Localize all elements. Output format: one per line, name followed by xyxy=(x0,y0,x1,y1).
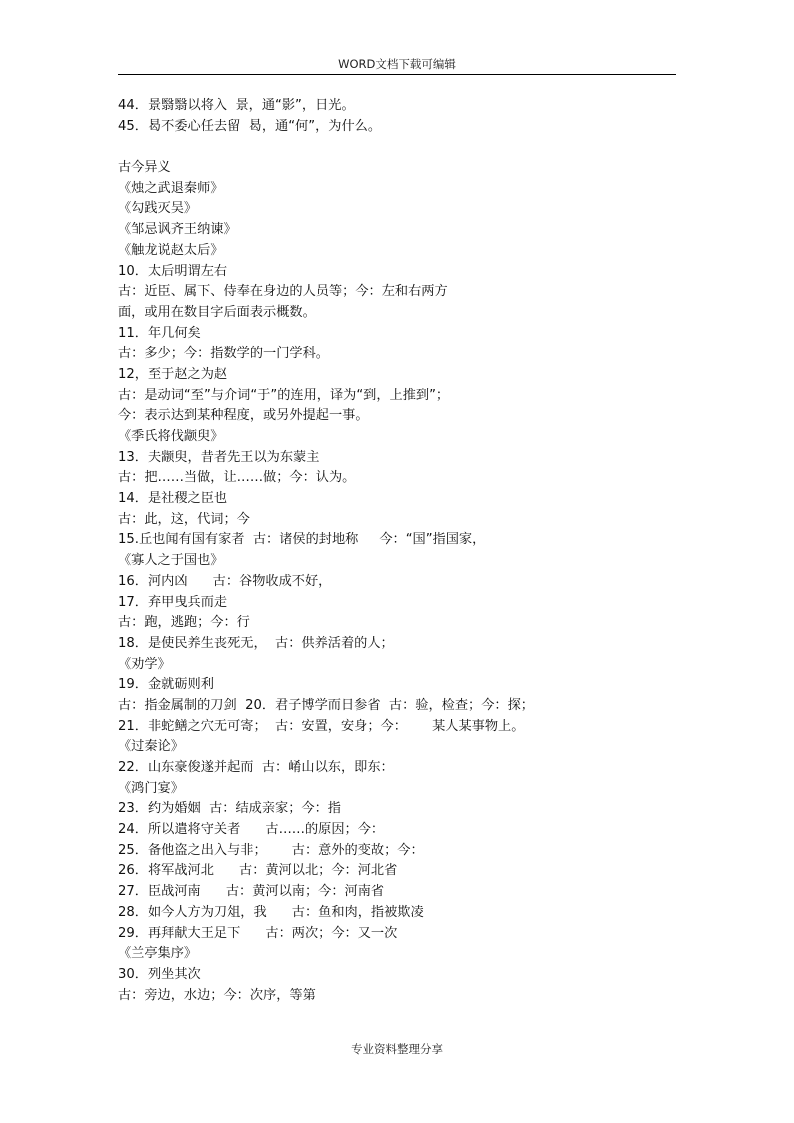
blank-line xyxy=(118,137,678,158)
text-line: 13．夫颛臾，昔者先王以为东蒙主 xyxy=(118,449,320,465)
text-line: 古：此，这，代词；今 xyxy=(118,511,250,527)
text-line: 《烛之武退秦师》 xyxy=(118,180,224,196)
text-line: 17．弃甲曳兵而走 xyxy=(118,594,228,610)
header-title: WORD文档下载可编辑 xyxy=(338,57,456,71)
text-line: 《季氏将伐颛臾》 xyxy=(118,429,224,444)
text-line: 《过秦论》 xyxy=(118,739,184,755)
text-line: 22．山东豪俊遂并起而 古：崤山以东，即东： xyxy=(118,760,394,775)
page-header xyxy=(118,56,676,75)
text-line: 古：近臣、属下、侍奉在身边的人员等；今：左和右两方 xyxy=(118,284,448,300)
text-line: 古：跑，逃跑；今：行 xyxy=(118,615,250,631)
text-line: 45．曷不委心任去留 曷，通“何”，为什么。 xyxy=(118,118,382,134)
text-line: 29．再拜献大王足下 古：两次；今：又一次 xyxy=(118,925,398,941)
text-line: 10．太后明谓左右 xyxy=(118,263,228,279)
text-line: 15.丘也闻有国有家者 古：诸侯的封地称 今：“国”指国家， xyxy=(118,532,486,548)
text-line: 16．河内凶 古：谷物收成不好， xyxy=(118,573,332,589)
document-body xyxy=(118,96,678,1006)
text-line: 古：多少；今：指数学的一门学科。 xyxy=(118,346,329,362)
text-line: 18．是使民养生丧死无， 古：供养活着的人； xyxy=(118,635,394,651)
text-line: 19．金就砺则利 xyxy=(118,677,214,693)
text-line: 《触龙说赵太后》 xyxy=(118,242,224,258)
text-line: 《劝学》 xyxy=(118,656,171,672)
text-line: 《邹忌讽齐王纳谏》 xyxy=(118,222,237,238)
text-line: 古：旁边，水边；今：次序，等第 xyxy=(118,987,316,1003)
text-line: 《勾践灭吴》 xyxy=(118,201,198,217)
text-line: 26．将军战河北 古：黄河以北；今：河北省 xyxy=(118,863,398,879)
text-line: 27．臣战河南 古：黄河以南；今：河南省 xyxy=(118,884,385,900)
text-line: 21．非蛇鳝之穴无可寄； 古：安置，安身；今： 某人某事物上。 xyxy=(118,718,525,734)
text-line: 23．约为婚姻 古：结成亲家；今：指 xyxy=(118,801,341,817)
text-line: 《寡人之于国也》 xyxy=(118,553,224,569)
text-line: 25．备他盗之出入与非； 古：意外的变故；今： xyxy=(118,842,424,858)
text-line: 《兰亭集序》 xyxy=(118,946,198,962)
text-line: 12，至于赵之为赵 xyxy=(118,366,228,382)
text-line: 44．景翳翳以将入 景，通“影”，日光。 xyxy=(118,98,355,113)
text-line: 面，或用在数目字后面表示概数。 xyxy=(118,304,316,320)
text-line: 30．列坐其次 xyxy=(118,966,201,982)
text-line: 古：把……当做，让……做；今：认为。 xyxy=(118,470,356,486)
text-line: 14．是社稷之臣也 xyxy=(118,491,228,507)
text-line: 24．所以遣将守关者 古……的原因；今： xyxy=(118,822,385,838)
text-line: 28．如今人方为刀俎，我 古：鱼和肉，指被欺凌 xyxy=(118,904,424,920)
text-line: 古：指金属制的刀剑 20．君子博学而日参省 古：验，检查；今：探； xyxy=(118,697,534,713)
text-line: 今：表示达到某种程度，或另外提起一事。 xyxy=(118,408,369,424)
text-line: 古：是动词“至”与介词“于”的连用，译为“到，上推到”； xyxy=(118,387,450,403)
text-line: 《鸿门宴》 xyxy=(118,780,184,796)
text-line: 11．年几何矣 xyxy=(118,325,201,341)
page-footer: 专业资料整理分享 xyxy=(351,1042,443,1056)
text-line: 古今异义 xyxy=(118,160,171,176)
